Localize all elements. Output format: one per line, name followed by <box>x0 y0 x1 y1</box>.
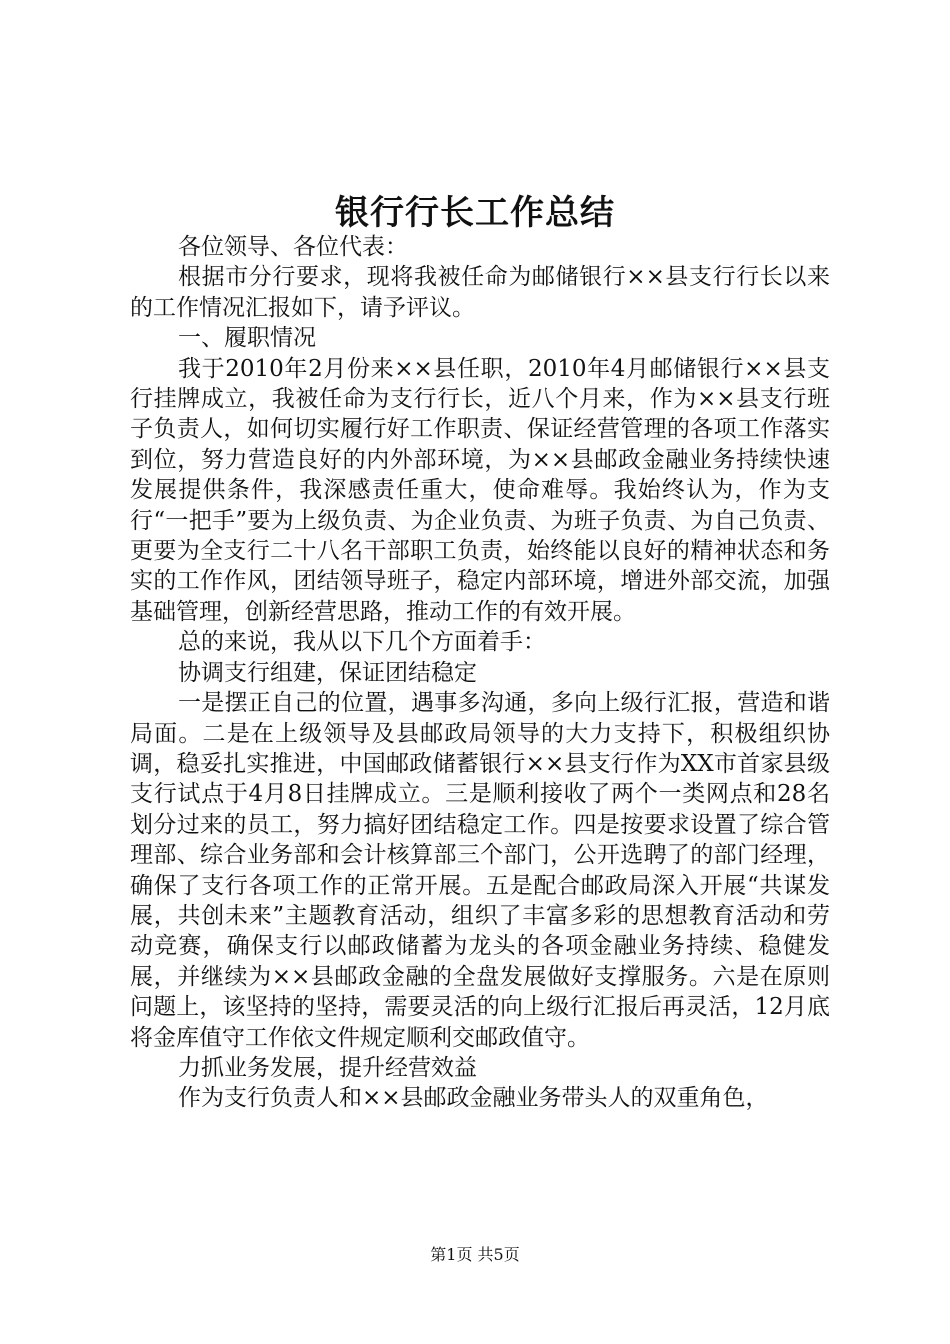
body-paragraph: 总的来说，我从以下几个方面着手： <box>178 629 546 656</box>
body-paragraph: 我于2010年2月份来××县任职，2010年4月邮储银行××县支行挂牌成立，我被任命为支行行长，近八个月来，作为××县支行班子负责人，如何切实履行好工作职责、保证经营管理的各项工作落实到位，努力营造良好的内外部环境，为××县邮政金融业务持续快速发展提供条件，我深感责任重大，使命难辱。我始终认为，作为支行“一把手”要为上级负责、为企业负责、为班子负责、为自己负责、更要为全支行二十八名干部职工负责，始终能以良好的精神状态和务实的工作作风，团结领导班子，稳定内部环境，增进外部交流，加强基础管理，创新经营思路，推动工作的有效开展。 <box>130 355 830 625</box>
body-paragraph: 一是摆正自己的位置，遇事多沟通，多向上级行汇报，营造和谐局面。二是在上级领导及县邮政局领导的大力支持下，积极组织协调，稳妥扎实推进，中国邮政储蓄银行××县支行作为XX市首家县级支行试点于4月8日挂牌成立。三是顺利接收了两个一类网点和28名划分过来的员工，努力搞好团结稳定工作。四是按要求设置了综合管理部、综合业务部和会计核算部三个部门，公开选聘了的部门经理，确保了支行各项工作的正常开展。五是配合邮政局深入开展“共谋发展，共创未来”主题教育活动，组织了丰富多彩的思想教育活动和劳动竞赛，确保支行以邮政储蓄为龙头的各项金融业务持续、稳健发展，并继续为××县邮政金融的全盘发展做好支撑服务。六是在原则问题上，该坚持的坚持，需要灵活的向上级行汇报后再灵活，12月底将金库值守工作依文件规定顺利交邮政值守。 <box>130 690 830 1051</box>
section-heading: 一、履职情况 <box>178 325 316 352</box>
document-title: 银行行长工作总结 <box>335 193 615 233</box>
salutation: 各位领导、各位代表： <box>178 234 408 260</box>
body-paragraph: 作为支行负责人和××县邮政金融业务带头人的双重角色， <box>178 1085 769 1112</box>
subsection-heading: 力抓业务发展，提升经营效益 <box>178 1054 477 1081</box>
document-body <box>130 232 830 1114</box>
subsection-heading: 协调支行组建，保证团结稳定 <box>178 659 477 686</box>
page-number: 第1页 共5页 <box>430 1245 520 1264</box>
body-paragraph: 根据市分行要求，现将我被任命为邮储银行××县支行行长以来的工作情况汇报如下，请予评议。 <box>130 264 830 321</box>
